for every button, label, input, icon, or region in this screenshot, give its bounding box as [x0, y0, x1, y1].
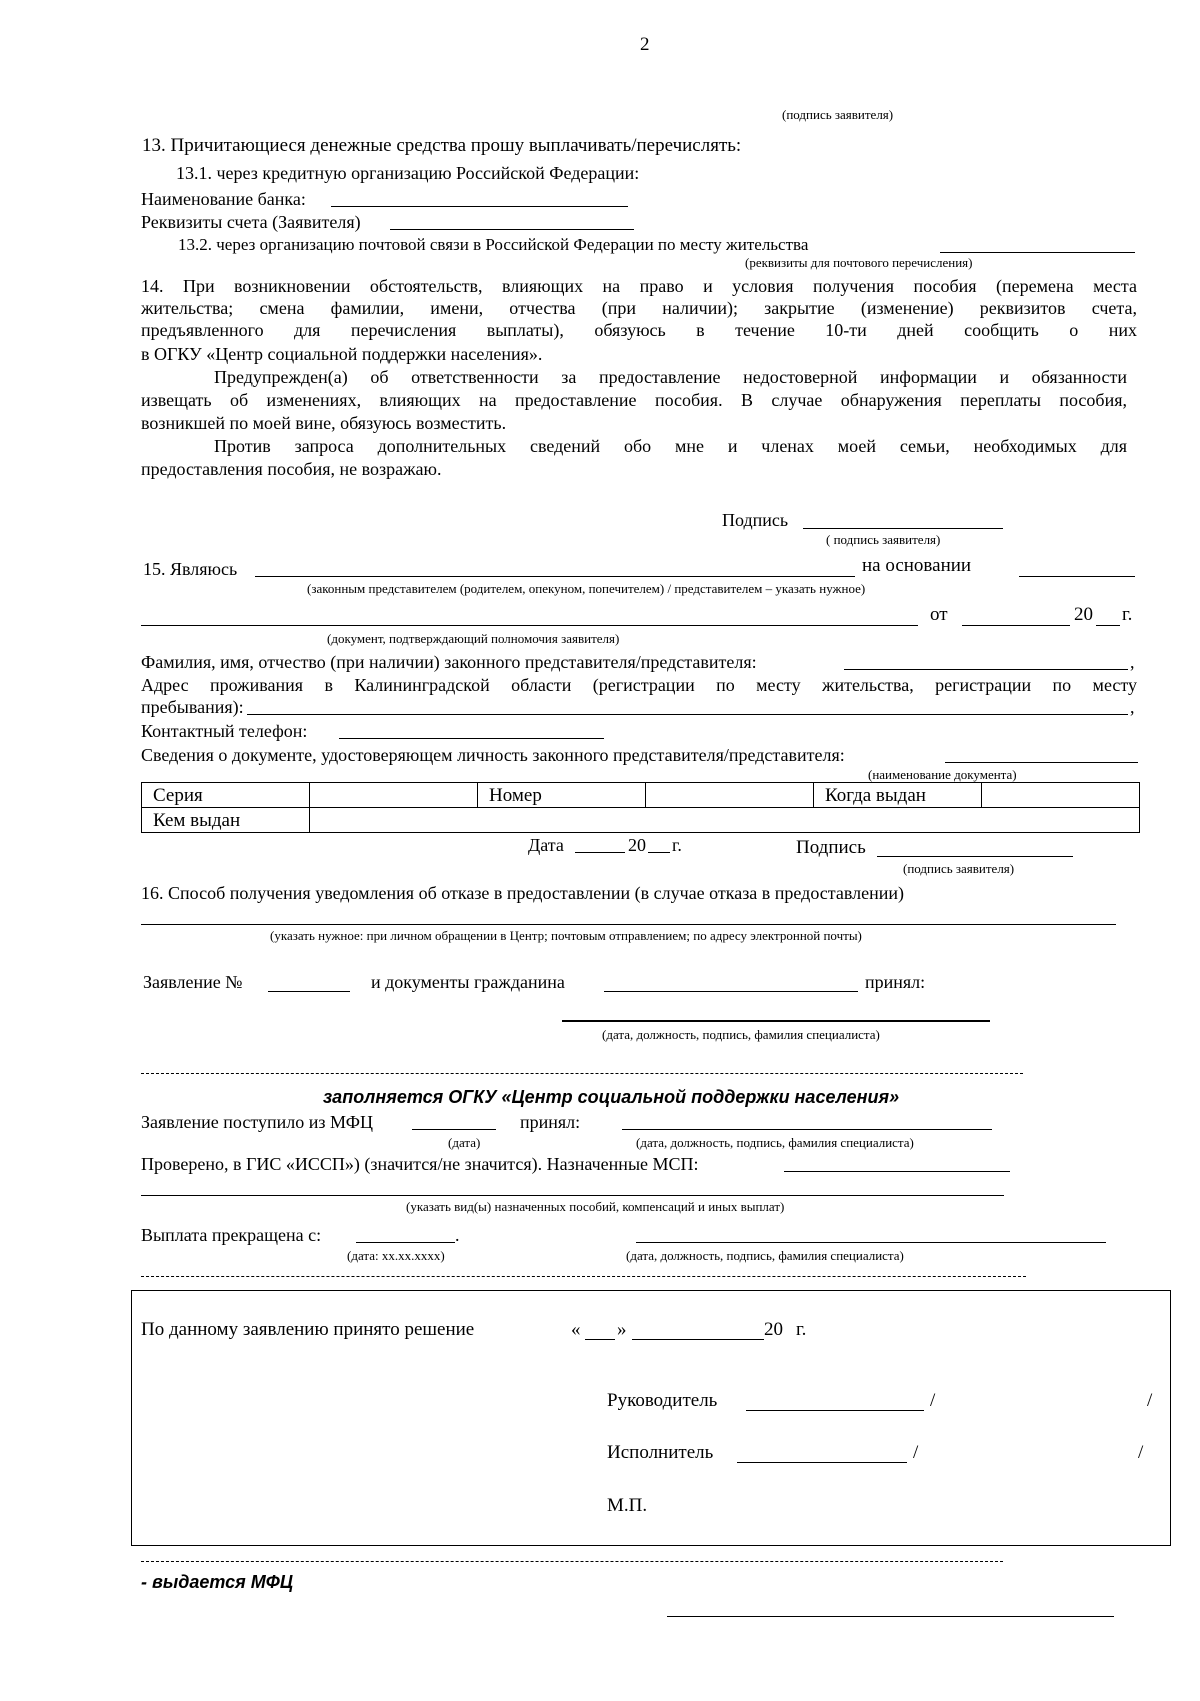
- s15-date-year: 20: [628, 835, 646, 855]
- postal-details-field[interactable]: [940, 252, 1135, 253]
- id-document-table: [141, 782, 1140, 833]
- issued-by-cell[interactable]: [310, 808, 1140, 833]
- s15-from-label: от: [930, 604, 948, 625]
- head-slash: /: [930, 1390, 936, 1411]
- warning-line2: извещать об изменениях, влияющих на предоставление пособия. В случае обнаружения переплаты пособия,: [141, 390, 1127, 410]
- center-date-caption: (дата): [448, 1135, 481, 1150]
- s15-i-am-label: 15. Являюсь: [143, 559, 238, 579]
- decision-day-field[interactable]: [585, 1339, 615, 1340]
- receipt-accepted-label: принял:: [865, 972, 926, 992]
- id-doc-field[interactable]: [945, 762, 1138, 763]
- consent-line2: предоставления пособия, не возражаю.: [141, 459, 442, 479]
- id-doc-label: Сведения о документе, удостоверяющем личность законного представителя/представителя:: [141, 745, 845, 765]
- decision-year: 20: [764, 1319, 783, 1340]
- head-label: Руководитель: [607, 1390, 718, 1411]
- account-label: Реквизиты счета (Заявителя): [141, 212, 361, 232]
- table-row: [142, 808, 1140, 833]
- s15-doc-caption: (документ, подтверждающий полномочия заявителя): [327, 631, 620, 646]
- receipt-specialist-field[interactable]: [562, 1020, 990, 1022]
- address-field[interactable]: [247, 714, 1128, 715]
- footer-line: [667, 1616, 1114, 1617]
- account-field[interactable]: [390, 229, 634, 230]
- s15-year-prefix: 20: [1074, 604, 1093, 625]
- center-specialist-caption: (дата, должность, подпись, фамилия специалиста): [636, 1135, 914, 1150]
- warning-line3: возникшей по моей вине, обязуюсь возместить.: [141, 413, 507, 433]
- s14-line2: жительства; смена фамилии, имени, отчества (при наличии); закрытие (изменение) реквизитов счета,: [141, 298, 1137, 318]
- seal-label: М.П.: [607, 1495, 648, 1516]
- s15-role-caption: (законным представителем (родителем, опекуном, попечителем) / представителем – указать нужное): [307, 581, 866, 596]
- receipt-docs-label: и документы гражданина: [371, 972, 565, 992]
- s16-title: 16. Способ получения уведомления об отказе в предоставлении (в случае отказа в предоставлении): [141, 883, 904, 903]
- stopped-date-field[interactable]: [356, 1242, 455, 1243]
- center-heading: заполняется ОГКУ «Центр социальной поддержки населения»: [323, 1087, 900, 1107]
- receipt-app-label: Заявление №: [143, 972, 243, 992]
- s15-date-field[interactable]: [575, 852, 625, 853]
- checked-label: Проверено, в ГИС «ИССП») (значится/не значится). Назначенные МСП:: [141, 1154, 699, 1174]
- decision-year-suffix: г.: [796, 1319, 807, 1340]
- receipt-caption: (дата, должность, подпись, фамилия специалиста): [602, 1027, 880, 1042]
- decision-quote-open: «: [571, 1319, 581, 1340]
- s14-line3: предъявленного для перечисления выплаты), обязуюсь в течение 10-ти дней сообщить о них: [141, 320, 1137, 340]
- address-line1: Адрес проживания в Калининградской области (регистрации по месту жительства, регистрации по месту: [141, 675, 1137, 695]
- head-signature-field[interactable]: [746, 1410, 924, 1411]
- from-mfc-date-field[interactable]: [412, 1129, 496, 1130]
- s15-year-suffix: г.: [1122, 604, 1133, 625]
- separator-line: [141, 1561, 1003, 1562]
- s14-signature-label: Подпись: [722, 510, 789, 530]
- s14-line4: в ОГКУ «Центр социальной поддержки населения».: [141, 344, 543, 364]
- series-cell[interactable]: [310, 783, 478, 808]
- decision-quote-close: »: [617, 1319, 627, 1340]
- s14-signature-caption: ( подпись заявителя): [826, 532, 941, 547]
- postal-details-caption: (реквизиты для почтового перечисления): [745, 255, 973, 270]
- address-line2: пребывания):: [141, 697, 244, 717]
- executor-slash-end: /: [1138, 1442, 1144, 1463]
- msp-kinds-field[interactable]: [141, 1195, 1004, 1196]
- s14-line1: 14. При возникновении обстоятельств, влияющих на право и условия получения пособия (перемена места: [141, 276, 1137, 296]
- separator-line: [141, 1073, 1023, 1074]
- bank-name-label: Наименование банка:: [141, 189, 306, 209]
- s15-date-year-field[interactable]: [648, 852, 670, 853]
- center-specialist-field[interactable]: [622, 1129, 992, 1130]
- page-number: 2: [640, 34, 650, 55]
- s15-signature-field[interactable]: [877, 856, 1073, 857]
- separator-line: [141, 1276, 1026, 1277]
- s15-year-field[interactable]: [1096, 625, 1120, 626]
- issued-by-label: Кем выдан: [142, 808, 310, 833]
- executor-label: Исполнитель: [607, 1442, 714, 1463]
- phone-label: Контактный телефон:: [141, 721, 308, 741]
- receipt-app-number-field[interactable]: [268, 991, 350, 992]
- footer-note: - выдается МФЦ: [141, 1572, 293, 1592]
- consent-line1: Против запроса дополнительных сведений обо мне и членах моей семьи, необходимых для: [214, 436, 1127, 456]
- stopped-date-caption: (дата: xx.xx.xxxx): [347, 1248, 445, 1263]
- head-slash-end: /: [1147, 1390, 1153, 1411]
- decision-text: По данному заявлению принято решение: [141, 1319, 475, 1340]
- s16-method-field[interactable]: [141, 924, 1116, 925]
- s15-document-field[interactable]: [141, 625, 918, 626]
- s15-role-field[interactable]: [255, 576, 855, 577]
- s15-basis-field[interactable]: [1019, 576, 1135, 577]
- number-cell[interactable]: [646, 783, 814, 808]
- issue-date-label: Когда выдан: [814, 783, 982, 808]
- table-row: [142, 783, 1140, 808]
- s15-doc-date-field[interactable]: [962, 625, 1070, 626]
- msp-field[interactable]: [784, 1171, 1010, 1172]
- rep-name-field[interactable]: [844, 669, 1128, 670]
- s15-date-label: Дата: [528, 835, 564, 855]
- s15-date-suffix: г.: [672, 835, 682, 855]
- executor-slash: /: [913, 1442, 919, 1463]
- s13-option2: 13.2. через организацию почтовой связи в Российской Федерации по месту жительства: [178, 235, 809, 254]
- center-accepted-label: принял:: [520, 1112, 581, 1132]
- stopped-specialist-caption: (дата, должность, подпись, фамилия специалиста): [626, 1248, 904, 1263]
- issue-date-cell[interactable]: [982, 783, 1140, 808]
- number-label: Номер: [478, 783, 646, 808]
- phone-field[interactable]: [339, 738, 604, 739]
- id-doc-caption: (наименование документа): [868, 767, 1017, 782]
- stopped-specialist-field[interactable]: [636, 1242, 1106, 1243]
- decision-month-field[interactable]: [632, 1339, 764, 1340]
- s15-signature-label: Подпись: [796, 837, 866, 858]
- msp-kinds-caption: (указать вид(ы) назначенных пособий, компенсаций и иных выплат): [406, 1199, 785, 1214]
- executor-signature-field[interactable]: [737, 1462, 907, 1463]
- rep-name-label: Фамилия, имя, отчество (при наличии) законного представителя/представителя:: [141, 652, 757, 672]
- bank-name-field[interactable]: [331, 206, 628, 207]
- top-signature-caption: (подпись заявителя): [782, 107, 894, 122]
- s16-caption: (указать нужное: при личном обращении в Центр; почтовым отправлением; по адресу электронной почты): [270, 928, 862, 943]
- series-label: Серия: [142, 783, 310, 808]
- receipt-citizen-field[interactable]: [604, 991, 858, 992]
- from-mfc-label: Заявление поступило из МФЦ: [141, 1112, 373, 1132]
- stopped-label: Выплата прекращена с:: [141, 1225, 322, 1245]
- s15-signature-caption: (подпись заявителя): [903, 861, 1015, 876]
- s13-title: 13. Причитающиеся денежные средства прошу выплачивать/перечислять:: [142, 135, 742, 156]
- warning-line1: Предупрежден(а) об ответственности за предоставление недостоверной информации и обязанности: [214, 367, 1127, 387]
- s13-option1: 13.1. через кредитную организацию Российской Федерации:: [176, 163, 640, 183]
- s14-signature-field[interactable]: [803, 528, 1003, 529]
- s15-basis-label: на основании: [862, 555, 972, 576]
